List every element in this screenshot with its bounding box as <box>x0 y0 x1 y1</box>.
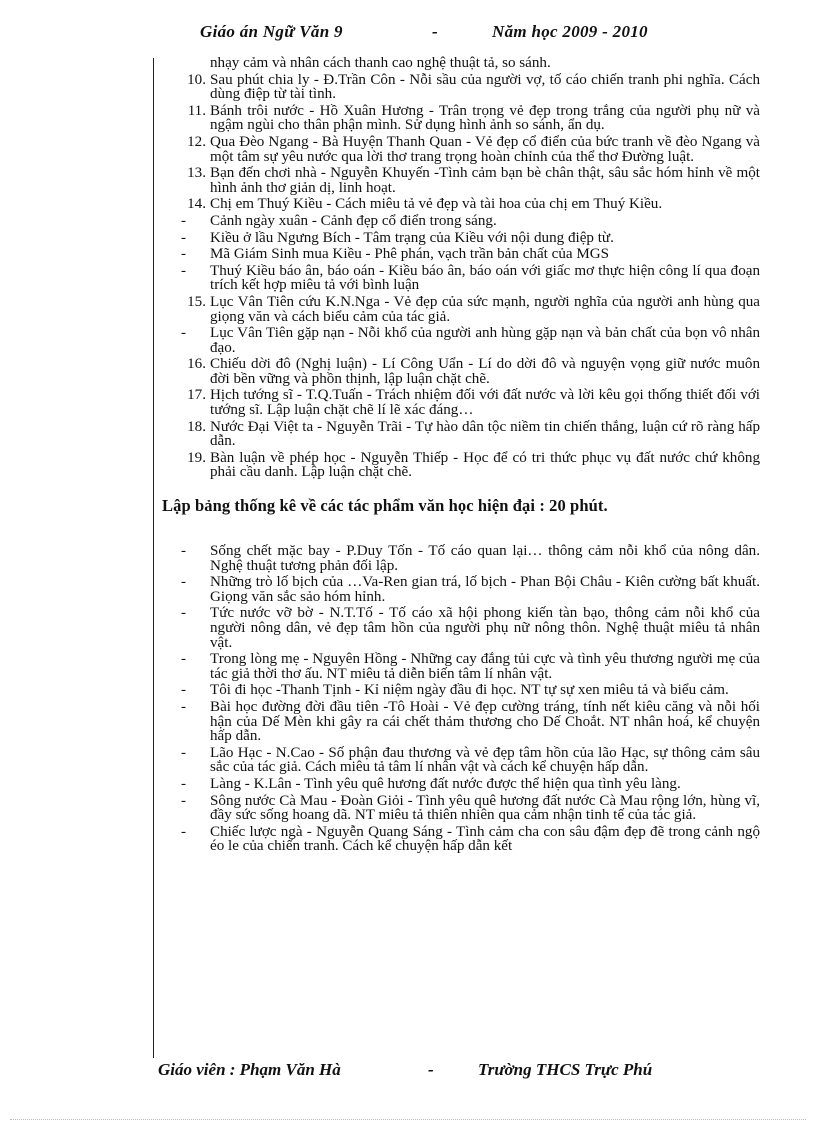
list-item-text: Lục Vân Tiên gặp nạn - Nỗi khổ của người anh hùng gặp nạn và bản chất của bọn vô nhân đạo. <box>210 325 760 356</box>
list-marker: - <box>180 262 186 279</box>
list-marker: - <box>180 325 186 342</box>
list-item-text: Sống chết mặc bay - P.Duy Tốn - Tố cáo quan lại… thông cảm nỗi khổ của nông dân. Nghệ thuật tương phản đối lập. <box>210 543 760 574</box>
list-item-text: Bàn luận về phép học - Nguyễn Thiếp - Học để có tri thức phục vụ đất nước chứ không phải cầu danh. Lập luận chặt chẽ. <box>210 449 760 481</box>
list-marker: - <box>180 744 186 761</box>
list-item-text: Chiếc lược ngà - Nguyễn Quang Sáng - Tình cảm cha con sâu đậm đẹp đẽ trong cảnh ngộ éo le của chiến tranh. Cách kể chuyện hấp dẫn kết <box>210 823 760 855</box>
page-header <box>0 22 816 52</box>
list-marker: 13. <box>187 165 206 182</box>
list-marker: 16. <box>187 356 206 373</box>
list-item <box>162 56 760 71</box>
list-item <box>162 683 760 698</box>
list-item <box>162 357 760 386</box>
header-separator: - <box>432 22 438 41</box>
list-marker: - <box>180 651 186 668</box>
list-item-text: Bánh trôi nước - Hồ Xuân Hương - Trân trọng vẻ đẹp trong trắng của người phụ nữ và ngậm ngùi cho thân phận mình. Sử dụng hình ảnh so sánh, ẩn dụ. <box>210 102 760 134</box>
list-marker: 19. <box>187 449 206 466</box>
list-item <box>162 326 760 355</box>
list-item <box>162 575 760 604</box>
list-marker: - <box>180 574 186 591</box>
section-heading: Lập bảng thống kê về các tác phẩm văn học hiện đại : 20 phút. <box>162 496 608 516</box>
list-item <box>162 388 760 417</box>
list-item-text: Làng - K.Lân - Tình yêu quê hương đất nước được thể hiện qua tình yêu làng. <box>210 775 681 792</box>
list-item-text: Kiều ở lầu Ngưng Bích - Tâm trạng của Kiều với nội dung điệp từ. <box>210 229 614 246</box>
document-body <box>162 56 760 1058</box>
list-item <box>162 700 760 744</box>
list-item-text: nhạy cảm và nhân cách thanh cao nghệ thuật tả, so sánh. <box>210 56 551 71</box>
list-item-text: Sông nước Cà Mau - Đoàn Giỏi - Tình yêu quê hương đất nước Cà Mau rộng lớn, hùng vĩ, đầy sức sống hoang dã. NT miêu tả thiên nhiên qua cảm nhận tinh tế của tác giả. <box>210 792 760 824</box>
page-footer <box>0 1060 816 1090</box>
page-bottom-dotted-rule <box>10 1119 806 1120</box>
list-item-text: Lục Vân Tiên cứu K.N.Nga - Vẻ đẹp của sức mạnh, người nghĩa của người anh hùng qua giọng văn và cách biểu cảm của tác giả. <box>210 293 760 325</box>
list-marker: 10. <box>187 71 206 88</box>
modern-works-list <box>162 544 760 854</box>
list-item <box>162 652 760 681</box>
header-school-year: Năm học 2009 - 2010 <box>492 22 648 41</box>
list-item <box>162 166 760 195</box>
list-item-text: Hịch tướng sĩ - T.Q.Tuấn - Trách nhiệm đối với đất nước và lời kêu gọi thống thiết đối với tướng sĩ. Lập luận chặt chẽ lí lẽ xác đáng… <box>210 387 760 419</box>
list-item-text: Nước Đại Việt ta - Nguyễn Trãi - Tự hào dân tộc niềm tin chiến thắng, luận cứ rõ ràng hấp dẫn. <box>210 418 760 450</box>
list-item-text: Qua Đèo Ngang - Bà Huyện Thanh Quan - Vẻ đẹp cổ điển của bức tranh về đèo Ngang và một tâm sự yêu nước qua lời thơ trang trọng hoàn chỉnh của thể thơ Đường luật. <box>210 133 760 165</box>
list-item <box>162 451 760 480</box>
list-item-text: Chị em Thuý Kiều - Cách miêu tả vẻ đẹp và tài hoa của chị em Thuý Kiều. <box>210 196 663 213</box>
list-marker: - <box>180 212 186 229</box>
list-item <box>162 264 760 293</box>
list-item-text: Tức nước vỡ bờ - N.T.Tố - Tố cáo xã hội phong kiến tàn bạo, thông cảm nỗi khổ của người nông dân, vẻ đẹp tâm hồn của người phụ nữ nông thôn. Nghệ thuật miêu tả nhân vật. <box>210 605 760 651</box>
list-item <box>162 197 760 212</box>
list-item <box>162 544 760 573</box>
list-item-text: Tôi đi học -Thanh Tịnh - Kỉ niệm ngày đầu đi học. NT tự sự xen miêu tả và biểu cảm. <box>210 682 729 699</box>
margin-rule <box>153 58 154 1058</box>
list-item <box>162 794 760 823</box>
header-subject: Giáo án Ngữ Văn 9 <box>200 22 343 41</box>
list-marker: - <box>180 792 186 809</box>
list-marker: 17. <box>187 387 206 404</box>
list-item-text: Những trò lố bịch của …Va-Ren gian trá, lố bịch - Phan Bội Châu - Kiên cường bất khuất. Giọng văn sắc sảo hóm hỉnh. <box>210 574 760 605</box>
list-marker: 12. <box>187 133 206 150</box>
list-marker: - <box>180 682 186 699</box>
list-marker: 14. <box>187 196 206 213</box>
list-item-text: Thuý Kiều báo ân, báo oán - Kiều báo ân, báo oán với giấc mơ thực hiện công lí qua đoạn trích kết hợp miêu tả với bình luận <box>210 262 760 294</box>
list-item-text: Bài học đường đời đầu tiên -Tô Hoài - Vẻ đẹp cường tráng, tính nết kiêu căng và nỗi hối hận của Dế Mèn khi gây ra cái chết thảm thương cho Dế Choắt. NT nhân hoá, kể chuyện hấp dẫn. <box>210 698 760 745</box>
list-marker: 11. <box>187 102 206 119</box>
list-item <box>162 777 760 792</box>
list-item <box>162 214 760 229</box>
classical-works-list <box>162 56 760 480</box>
list-item <box>162 135 760 164</box>
list-item-text: Sau phút chia ly - Đ.Trần Côn - Nỗi sầu của người vợ, tố cáo chiến tranh phi nghĩa. Cách dùng điệp từ tài tình. <box>210 71 760 103</box>
list-item-text: Cảnh ngày xuân - Cảnh đẹp cổ điển trong sáng. <box>210 212 497 229</box>
footer-teacher: Giáo viên : Phạm Văn Hà <box>158 1060 341 1079</box>
list-item-text: Mã Giám Sinh mua Kiều - Phê phán, vạch trần bản chất của MGS <box>210 246 610 263</box>
list-item <box>162 825 760 854</box>
list-item-text: Chiếu dời đô (Nghị luận) - Lí Công Uẩn - Lí do dời đô và nguyện vọng giữ nước muôn đời bền vững và phồn thịnh, lập luận chặt chẽ. <box>210 356 760 387</box>
list-item-text: Bạn đến chơi nhà - Nguyễn Khuyến -Tình cảm bạn bè chân thật, sâu sắc hóm hỉnh về một hình ảnh thơ giản dị, linh hoạt. <box>210 165 760 196</box>
list-item <box>162 104 760 133</box>
list-marker: 15. <box>187 293 206 310</box>
list-item <box>162 231 760 246</box>
list-marker: - <box>180 246 186 263</box>
list-item <box>162 247 760 262</box>
footer-school: Trường THCS Trực Phú <box>478 1060 653 1079</box>
list-item <box>162 606 760 650</box>
list-marker: - <box>180 543 186 560</box>
list-marker: - <box>180 229 186 246</box>
list-item-text: Lão Hạc - N.Cao - Số phận đau thương và vẻ đẹp tâm hồn của lão Hạc, sự thông cảm sâu sắc của tác giả. Cách miêu tả tâm lí nhân vật và cách kể chuyện hấp dẫn. <box>210 744 760 776</box>
list-marker: - <box>180 775 186 792</box>
footer-separator: - <box>428 1060 434 1079</box>
list-item <box>162 420 760 449</box>
list-marker: - <box>180 823 186 840</box>
list-marker: - <box>180 605 186 622</box>
list-item <box>162 73 760 102</box>
list-marker: 18. <box>187 418 206 435</box>
list-marker: - <box>180 698 186 715</box>
list-item <box>162 295 760 324</box>
list-item-text: Trong lòng mẹ - Nguyên Hồng - Những cay đắng tủi cực và tình yêu thương người mẹ của tác giả thời thơ ấu. NT miêu tả diễn biến tâm lí nhân vật. <box>210 651 760 682</box>
list-item <box>162 746 760 775</box>
